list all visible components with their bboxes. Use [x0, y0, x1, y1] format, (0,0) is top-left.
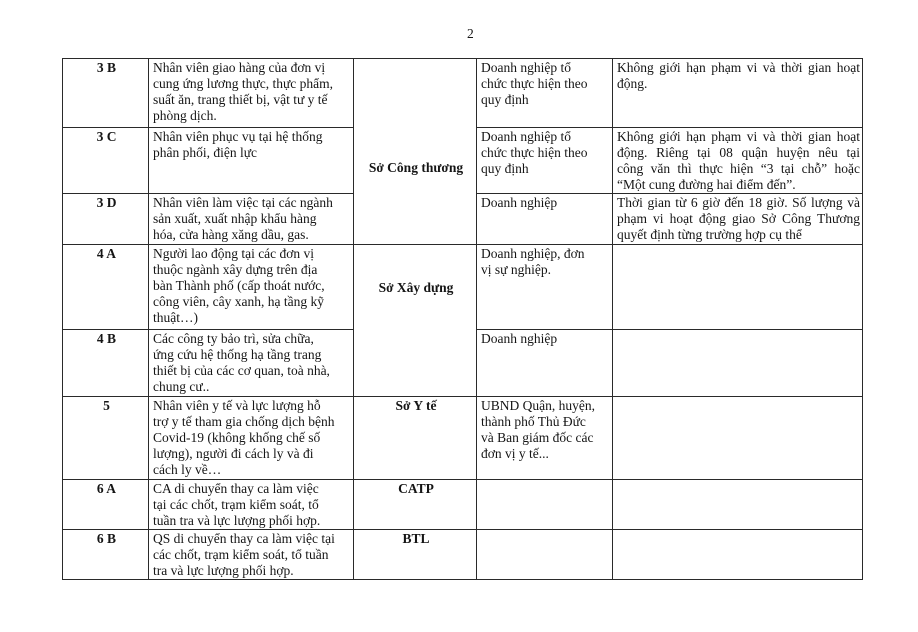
department-cell [354, 530, 477, 580]
row-code-cell [63, 397, 149, 480]
description-line: phân phối, điện lực [153, 145, 258, 160]
department-name: Sở Y tế [395, 398, 437, 413]
notes-line: Không giới hạn phạm vi và thời gian hoạt [617, 60, 860, 75]
row-code-cell [63, 59, 149, 128]
description-line: Covid-19 (không khống chế số [153, 430, 321, 445]
description-text [153, 129, 351, 161]
description-cell [149, 530, 354, 580]
description-line: tuần tra và lực lượng phối hợp. [153, 513, 321, 528]
unit-text [481, 60, 610, 108]
department-cell [354, 245, 477, 397]
description-line: bàn Thành phố (cấp thoát nước, [153, 278, 325, 293]
department-name: CATP [398, 481, 434, 496]
row-code: 4 B [96, 331, 117, 346]
notes-cell [613, 397, 863, 480]
description-line: tại các chốt, trạm kiểm soát, tổ [153, 497, 319, 512]
unit-cell [477, 530, 613, 580]
unit-text [481, 195, 610, 211]
department-name: BTL [402, 531, 430, 546]
unit-line: và Ban giám đốc các [481, 430, 594, 445]
document-table-body [63, 59, 863, 580]
description-cell [149, 480, 354, 530]
department-cell [354, 59, 477, 245]
table-row-4-a [63, 245, 863, 330]
notes-line: động. [617, 76, 648, 91]
unit-line: quy định [481, 161, 529, 176]
unit-cell [477, 245, 613, 330]
description-line: lượng), người đi cách ly và đi [153, 446, 314, 461]
description-cell [149, 330, 354, 397]
row-code-cell [63, 530, 149, 580]
description-cell [149, 194, 354, 245]
description-cell [149, 128, 354, 194]
unit-line: đơn vị y tế... [481, 446, 549, 461]
unit-cell [477, 480, 613, 530]
unit-line: quy định [481, 92, 529, 107]
description-cell [149, 59, 354, 128]
notes-text [617, 129, 860, 193]
notes-text [617, 195, 860, 243]
description-line: QS di chuyển thay ca làm việc tại [153, 531, 335, 546]
unit-cell [477, 330, 613, 397]
document-table [62, 58, 863, 580]
notes-cell [613, 245, 863, 330]
unit-line: Doanh nghiệp [481, 331, 558, 346]
description-cell [149, 397, 354, 480]
notes-line: “Một cung đường hai điểm đến”. [617, 177, 796, 192]
notes-cell [613, 530, 863, 580]
notes-line: Thời gian từ 6 giờ đến 18 giờ. Số lượng và [617, 195, 860, 210]
description-line: các chốt, trạm kiểm soát, tổ tuần [153, 547, 329, 562]
row-code: 6 B [96, 531, 117, 546]
notes-cell [613, 59, 863, 128]
row-code-cell [63, 245, 149, 330]
unit-line: Doanh nghiệp tổ [481, 129, 571, 144]
table-row-3-b [63, 59, 863, 128]
description-line: trợ y tế tham gia chống dịch bệnh [153, 414, 335, 429]
row-code: 6 A [96, 481, 117, 496]
description-cell [149, 245, 354, 330]
notes-line: phạm vi hoạt động giao Sở Công Thương [617, 211, 860, 226]
row-code-cell [63, 330, 149, 397]
row-code: 3 D [96, 195, 117, 210]
description-text [153, 331, 351, 395]
unit-line: Doanh nghiệp [481, 195, 558, 210]
unit-line: vị sự nghiệp. [481, 262, 551, 277]
description-line: cách ly về… [153, 462, 222, 477]
table-row-5 [63, 397, 863, 480]
description-line: CA di chuyển thay ca làm việc [153, 481, 319, 496]
department-cell [354, 480, 477, 530]
description-text [153, 481, 351, 529]
description-line: Nhân viên phục vụ tại hệ thống [153, 129, 323, 144]
unit-text [481, 246, 610, 278]
unit-line: chức thực hiện theo [481, 145, 588, 160]
row-code: 5 [103, 398, 110, 413]
description-line: sản xuất, xuất nhập khẩu hàng [153, 211, 317, 226]
unit-cell [477, 128, 613, 194]
table-row-6-b [63, 530, 863, 580]
description-line: thiết bị của các cơ quan, toà nhà, [153, 363, 330, 378]
description-line: ứng cứu hệ thống hạ tầng trang [153, 347, 322, 362]
description-text [153, 60, 351, 124]
description-line: công viên, cây xanh, hạ tầng kỹ [153, 294, 324, 309]
notes-line: động. Riêng tại 08 quận huyện nêu tại [617, 145, 860, 160]
description-line: phòng dịch. [153, 108, 217, 123]
description-line: tra và lực lượng phối hợp. [153, 563, 294, 578]
description-line: chung cư.. [153, 379, 210, 394]
row-code-cell [63, 194, 149, 245]
description-line: hóa, cửa hàng xăng dầu, gas. [153, 227, 309, 242]
description-text [153, 195, 351, 243]
row-code-cell [63, 128, 149, 194]
department-name: Sở Xây dựng [378, 280, 454, 295]
description-text [153, 531, 351, 579]
unit-line: Doanh nghiệp tổ [481, 60, 571, 75]
unit-text [481, 331, 610, 347]
row-code: 3 B [96, 60, 117, 75]
row-code: 3 C [96, 129, 117, 144]
row-code: 4 A [96, 246, 117, 261]
notes-text [617, 60, 860, 92]
description-text [153, 398, 351, 478]
page-number: 2 [467, 26, 474, 41]
description-line: cung ứng lương thực, thực phẩm, [153, 76, 334, 91]
notes-line: Không giới hạn phạm vi và thời gian hoạt [617, 129, 860, 144]
notes-cell [613, 480, 863, 530]
description-line: Nhân viên làm việc tại các ngành [153, 195, 333, 210]
unit-text [481, 129, 610, 177]
department-cell [354, 397, 477, 480]
unit-text [481, 398, 610, 462]
row-code-cell [63, 480, 149, 530]
notes-line: công văn thì thực hiện “3 tại chỗ” hoặc [617, 161, 860, 176]
notes-cell [613, 330, 863, 397]
unit-cell [477, 397, 613, 480]
department-name: Sở Công thương [368, 160, 464, 175]
table-row-6-a [63, 480, 863, 530]
description-line: thuộc ngành xây dựng trên địa [153, 262, 318, 277]
unit-line: thành phố Thủ Đức [481, 414, 586, 429]
unit-line: UBND Quận, huyện, [481, 398, 595, 413]
unit-line: chức thực hiện theo [481, 76, 588, 91]
unit-cell [477, 194, 613, 245]
notes-cell [613, 128, 863, 194]
description-line: thuật…) [153, 310, 198, 325]
notes-line: quyết định từng trường hợp cụ thể [617, 227, 802, 242]
description-line: Người lao động tại các đơn vị [153, 246, 315, 261]
description-line: Nhân viên y tế và lực lượng hỗ [153, 398, 321, 413]
description-text [153, 246, 351, 326]
unit-line: Doanh nghiệp, đơn [481, 246, 585, 261]
description-line: Các công ty bảo trì, sửa chữa, [153, 331, 314, 346]
unit-cell [477, 59, 613, 128]
description-line: Nhân viên giao hàng của đơn vị [153, 60, 326, 75]
description-line: suất ăn, trang thiết bị, vật tư y tế [153, 92, 328, 107]
notes-cell [613, 194, 863, 245]
